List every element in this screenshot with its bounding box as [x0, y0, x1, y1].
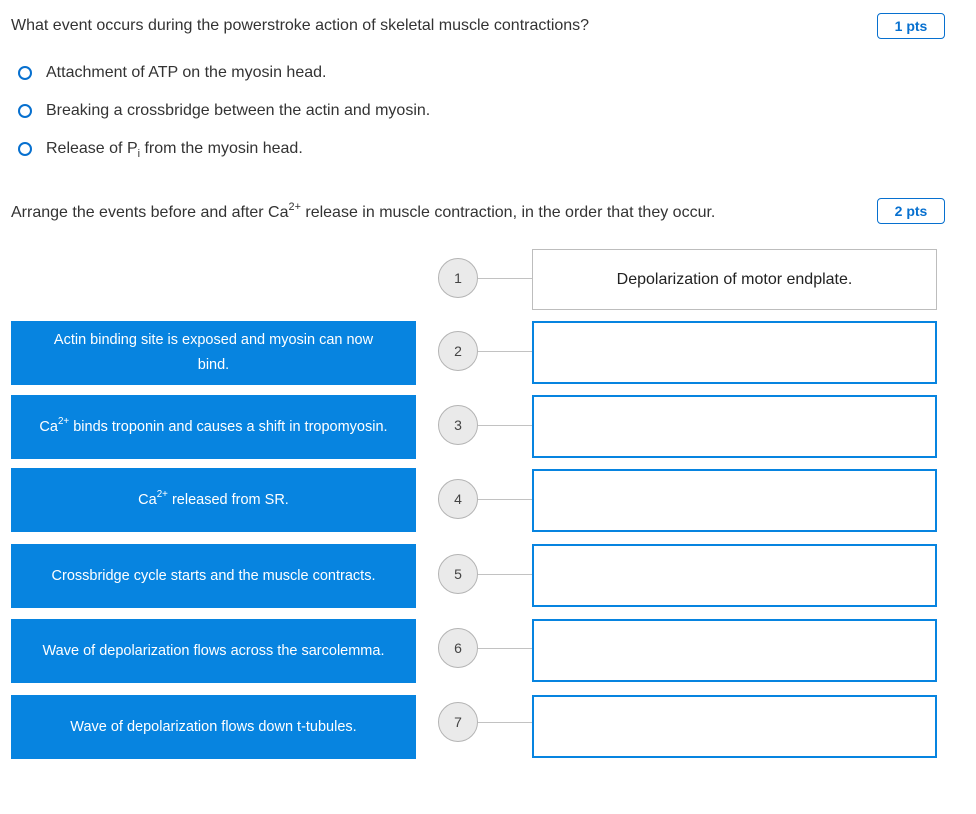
drag-item[interactable]: Wave of depolarization flows down t-tubules.: [11, 695, 416, 759]
question-2-points-badge: 2 pts: [877, 198, 945, 224]
drop-slot-1[interactable]: Depolarization of motor endplate.: [532, 249, 937, 310]
connector-line: [478, 499, 532, 500]
answer-option-label: Release of $P_i$ from the myosin head.: [46, 140, 303, 161]
drag-item[interactable]: Crossbridge cycle starts and the muscle contracts.: [11, 544, 416, 608]
connector-line: [478, 278, 532, 279]
order-number-7: 7: [438, 702, 478, 742]
drop-slot-4[interactable]: [532, 469, 937, 532]
radio-button-icon[interactable]: [18, 142, 32, 156]
order-number-4: 4: [438, 479, 478, 519]
answer-option-1[interactable]: [18, 64, 326, 82]
order-number-3: 3: [438, 405, 478, 445]
drag-item[interactable]: $Ca^{2+}$ released from SR.: [11, 468, 416, 532]
connector-line: [478, 574, 532, 575]
question-2-text: Arrange the events before and after $Ca^{2+}$ release in muscle contraction, in the order that they occur.: [11, 200, 716, 221]
radio-button-icon[interactable]: [18, 66, 32, 80]
order-number-5: 5: [438, 554, 478, 594]
answer-option-label: Attachment of ATP on the myosin head.: [46, 64, 327, 81]
answer-option-2[interactable]: [18, 102, 430, 120]
drop-slot-5[interactable]: [532, 544, 937, 607]
answer-option-3[interactable]: [18, 140, 303, 161]
question-1-points-badge: 1 pts: [877, 13, 945, 39]
drag-item[interactable]: $Ca^{2+}$ binds troponin and causes a shift in tropomyosin.: [11, 395, 416, 459]
drop-slot-2[interactable]: [532, 321, 937, 384]
drag-item[interactable]: Actin binding site is exposed and myosin can now bind.: [11, 321, 416, 385]
drag-item[interactable]: Wave of depolarization flows across the sarcolemma.: [11, 619, 416, 683]
order-number-1: 1: [438, 258, 478, 298]
radio-button-icon[interactable]: [18, 104, 32, 118]
order-number-6: 6: [438, 628, 478, 668]
connector-line: [478, 648, 532, 649]
connector-line: [478, 351, 532, 352]
connector-line: [478, 722, 532, 723]
drop-slot-3[interactable]: [532, 395, 937, 458]
answer-option-label: Breaking a crossbridge between the actin and myosin.: [46, 102, 431, 119]
connector-line: [478, 425, 532, 426]
order-number-2: 2: [438, 331, 478, 371]
drop-slot-6[interactable]: [532, 619, 937, 682]
question-1-text: What event occurs during the powerstroke action of skeletal muscle contractions?: [11, 17, 590, 34]
drop-slot-7[interactable]: [532, 695, 937, 758]
